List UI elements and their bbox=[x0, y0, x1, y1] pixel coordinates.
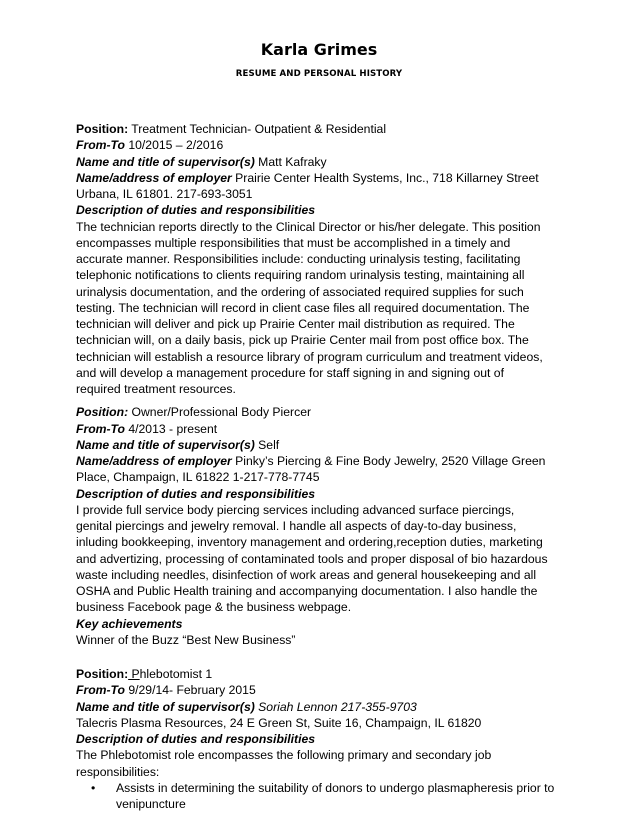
supervisor-label: Name and title of supervisor(s) bbox=[76, 154, 255, 169]
from-to-label: From-To bbox=[76, 138, 125, 153]
duties-line: technician will deliver and pick up Prairie Center mail distribution as required. The bbox=[76, 317, 515, 331]
supervisor-line bbox=[76, 154, 568, 170]
supervisor-label: Name and title of supervisor(s) bbox=[76, 699, 255, 714]
section-spacer bbox=[76, 648, 568, 666]
from-to-line bbox=[76, 682, 568, 698]
employer-label: Name/address of employer bbox=[76, 170, 232, 185]
section-spacer bbox=[76, 397, 568, 404]
position-label: Position: bbox=[76, 667, 129, 681]
duties-line: responsibilities: bbox=[76, 764, 160, 779]
achievements-label: Key achievements bbox=[76, 616, 183, 631]
employer-address-line: Talecris Plasma Resources, 24 E Green St, Suite 16, Champaign, IL 61820 bbox=[76, 715, 482, 730]
duties-line: technician will establish a resource library of program curriculum and treatment videos, bbox=[76, 349, 543, 364]
from-to-line bbox=[76, 137, 568, 153]
employer-line-2: Place, Champaign, IL 61822 1-217-778-7745 bbox=[76, 470, 320, 485]
bullet-icon: • bbox=[91, 780, 96, 795]
position-line bbox=[76, 121, 568, 137]
duties-line: testing. The technician will record in client case files all required documentation. The bbox=[76, 300, 530, 315]
duties-line: accurate manner. Responsibilities include: conducting urinalysis testing, facilitating bbox=[76, 252, 521, 266]
duties-line: genital piercings and jewelry removal. I handle all aspects of day-to-day business, bbox=[76, 519, 517, 533]
supervisor-line bbox=[76, 699, 568, 715]
position-value-first: P bbox=[128, 667, 140, 681]
duties-line: The technician reports directly to the Clinical Director or his/her delegate. This position bbox=[76, 219, 541, 234]
supervisor-label: Name and title of supervisor(s) bbox=[76, 437, 255, 452]
bullet-text: Assists in determining the suitability of donors to undergo plasmapheresis prior to bbox=[116, 780, 555, 795]
from-to-value: 10/2015 – 2/2016 bbox=[124, 138, 224, 153]
duties-line: OSHA and Public Health training and accompanying documentation. I also handle the bbox=[76, 584, 538, 598]
duties-line: waste including needles, disinfection of work areas and general housekeeping and all bbox=[76, 567, 537, 582]
duties-line: inluding bookkeeping, inventory management and ordering,reception duties, marketing bbox=[76, 535, 543, 550]
duties-line: I provide full service body piercing services including advanced surface piercings, bbox=[76, 502, 515, 517]
list-item bbox=[76, 780, 568, 813]
position-label: Position: bbox=[76, 122, 129, 136]
job-entry-3 bbox=[76, 666, 568, 812]
from-to-value: 9/29/14- February 2015 bbox=[124, 683, 256, 698]
bullet-text: venipuncture bbox=[116, 797, 186, 811]
position-value: Treatment Technician- Outpatient & Residential bbox=[128, 122, 387, 136]
position-value: Owner/Professional Body Piercer bbox=[128, 405, 312, 420]
position-label: Position: bbox=[76, 405, 129, 420]
position-value-rest: hlebotomist 1 bbox=[139, 667, 213, 681]
position-line bbox=[76, 666, 568, 682]
achievement-value: Winner of the Buzz “Best New Business” bbox=[76, 632, 296, 647]
position-line bbox=[76, 404, 568, 420]
duties-line: technician will, on a daily basis, pick up Prairie Center mail from post office box. The bbox=[76, 333, 529, 348]
supervisor-value: Matt Kafraky bbox=[254, 154, 327, 169]
duties-line: telephonic notifications to clients requiring random urinalysis testing, maintaining all bbox=[76, 268, 525, 283]
from-to-label: From-To bbox=[76, 421, 125, 436]
employer-value: Prairie Center Health Systems, Inc., 718 Killarney Street bbox=[231, 170, 539, 185]
supervisor-value: Soriah Lennon 217-355-9703 bbox=[254, 699, 417, 714]
from-to-line bbox=[76, 421, 568, 437]
duties-label: Description of duties and responsibilities bbox=[76, 732, 316, 746]
duties-line: encompasses multiple responsibilities that must be accomplished in a timely and bbox=[76, 235, 511, 250]
duties-line: urinalysis documentation, and the ordering of associated required supplies for such bbox=[76, 284, 524, 299]
from-to-label: From-To bbox=[76, 683, 125, 698]
duties-line: The Phlebotomist role encompasses the following primary and secondary job bbox=[76, 748, 492, 763]
duties-line: required treatment resources. bbox=[76, 382, 236, 396]
from-to-value: 4/2013 - present bbox=[124, 421, 218, 436]
employer-line bbox=[76, 170, 568, 186]
duties-line: and will develop a management procedure for staff signing in and signing out of bbox=[76, 365, 504, 380]
duties-line: business Facebook page & the business webpage. bbox=[76, 600, 352, 615]
employer-line-2: Urbana, IL 61801. 217-693-3051 bbox=[76, 187, 253, 201]
employer-label: Name/address of employer bbox=[76, 454, 232, 468]
employer-line bbox=[76, 453, 568, 469]
job-entry-2 bbox=[76, 404, 568, 648]
person-name: Karla Grimes bbox=[260, 40, 378, 59]
employer-value: Pinky’s Piercing & Fine Body Jewelry, 2520 Village Green bbox=[231, 454, 546, 468]
supervisor-value: Self bbox=[254, 437, 280, 452]
duties-line: and advertizing, processing of contaminated tools and proper disposal of bio hazardous bbox=[76, 551, 548, 566]
document-subtitle: RESUME AND PERSONAL HISTORY bbox=[235, 69, 403, 79]
job-entry-1 bbox=[76, 121, 568, 397]
duties-label: Description of duties and responsibilities bbox=[76, 486, 316, 501]
resume-content bbox=[76, 121, 568, 812]
supervisor-line bbox=[76, 437, 568, 453]
duties-label: Description of duties and responsibilities bbox=[76, 203, 316, 218]
